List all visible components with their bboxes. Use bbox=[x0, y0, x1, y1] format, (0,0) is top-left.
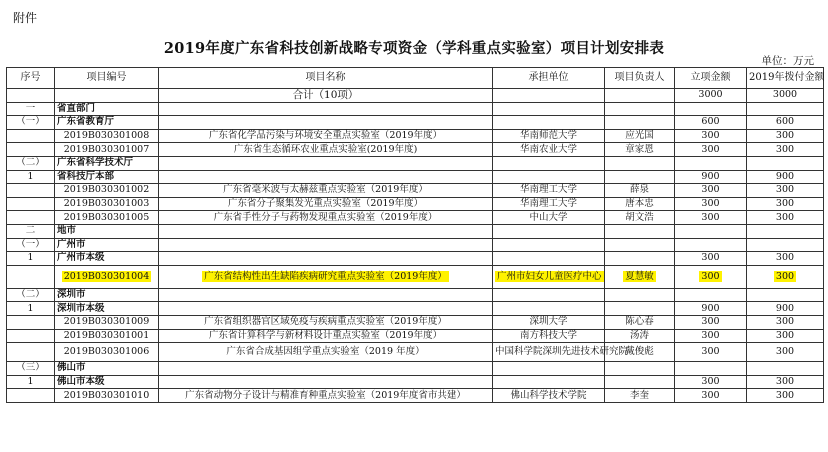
cell-leader-text: 李奎 bbox=[629, 389, 649, 401]
cell-name bbox=[159, 197, 493, 211]
cell-code-text: 佛山市 bbox=[57, 362, 86, 374]
cell-approved bbox=[675, 156, 747, 170]
cell-code bbox=[55, 375, 159, 389]
cell-seq-text: 1 bbox=[27, 302, 34, 314]
cell-seq bbox=[7, 156, 55, 170]
cell-code-text: 深圳市本级 bbox=[57, 302, 105, 314]
cell-seq bbox=[7, 211, 55, 225]
cell-unit bbox=[493, 129, 605, 143]
cell-name bbox=[159, 116, 493, 130]
cell-paid-text: 900 bbox=[775, 302, 795, 314]
cell-name-text: 广东省手性分子与药物发现重点实验室（2019年度） bbox=[213, 211, 438, 223]
cell-approved bbox=[675, 238, 747, 252]
cell-code-text: 2019B030301002 bbox=[63, 184, 150, 196]
cell-unit bbox=[493, 156, 605, 170]
cell-paid bbox=[747, 156, 824, 170]
table-row bbox=[7, 116, 824, 130]
cell-leader bbox=[605, 389, 675, 403]
cell-code bbox=[55, 302, 159, 316]
cell-seq bbox=[7, 315, 55, 329]
cell-approved-text: 300 bbox=[701, 375, 720, 387]
cell-seq-text: （一） bbox=[16, 238, 45, 250]
cell-seq-text: （三） bbox=[16, 362, 45, 374]
cell-paid bbox=[747, 116, 824, 130]
cell-unit bbox=[493, 288, 605, 302]
cell-code-text: 地市 bbox=[57, 225, 77, 237]
cell-leader bbox=[605, 362, 675, 376]
cell-paid-text: 300 bbox=[775, 329, 795, 341]
cell-paid bbox=[747, 224, 824, 238]
cell-code bbox=[55, 224, 159, 238]
cell-leader-text: 陈心春 bbox=[625, 316, 654, 328]
header-unit: 承担单位 bbox=[493, 68, 605, 89]
cell-approved bbox=[675, 329, 747, 343]
cell-paid bbox=[747, 362, 824, 376]
cell-paid bbox=[747, 197, 824, 211]
cell-name-text: 广东省毫米波与太赫兹重点实验室（2019年度） bbox=[223, 184, 428, 196]
cell-code bbox=[55, 238, 159, 252]
cell-approved-text: 300 bbox=[701, 198, 720, 210]
table-row bbox=[7, 252, 824, 266]
table-row bbox=[7, 343, 824, 362]
table-row bbox=[7, 102, 824, 116]
cell-unit-text: 华南理工大学 bbox=[519, 198, 577, 210]
cell-paid bbox=[747, 265, 824, 288]
cell-leader bbox=[605, 170, 675, 184]
cell-code bbox=[55, 252, 159, 266]
cell-unit bbox=[493, 224, 605, 238]
cell-leader bbox=[605, 252, 675, 266]
cell-code-text: 广东省科学技术厅 bbox=[57, 157, 134, 169]
table-row bbox=[7, 362, 824, 376]
cell-paid-text: 600 bbox=[775, 116, 795, 128]
table-row bbox=[7, 211, 824, 225]
table-row bbox=[7, 238, 824, 252]
cell-name-text: 广东省计算科学与新材料设计重点实验室（2019年度） bbox=[208, 329, 443, 341]
cell-seq bbox=[7, 375, 55, 389]
cell-paid bbox=[747, 288, 824, 302]
cell-code-text: 2019B030301010 bbox=[63, 389, 150, 401]
cell-code-text: 广州市本级 bbox=[57, 252, 105, 264]
cell-paid-text: 300 bbox=[775, 270, 795, 282]
table-row bbox=[7, 389, 824, 403]
cell-name bbox=[159, 302, 493, 316]
cell-approved-text: 300 bbox=[701, 184, 720, 196]
cell-unit bbox=[493, 302, 605, 316]
cell-unit bbox=[493, 170, 605, 184]
cell-seq bbox=[7, 343, 55, 362]
cell-leader bbox=[605, 156, 675, 170]
table-row bbox=[7, 224, 824, 238]
cell-name bbox=[159, 343, 493, 362]
cell-name bbox=[159, 265, 493, 288]
cell-approved bbox=[675, 211, 747, 225]
total-paid: 3000 bbox=[747, 89, 824, 103]
cell-name-text: 广东省生态循环农业重点实验室(2019年度) bbox=[233, 143, 418, 155]
cell-seq-text: 一 bbox=[25, 102, 36, 114]
cell-approved bbox=[675, 389, 747, 403]
cell-approved bbox=[675, 315, 747, 329]
cell-code bbox=[55, 116, 159, 130]
cell-paid bbox=[747, 302, 824, 316]
cell-paid-text: 300 bbox=[775, 198, 795, 210]
table-row bbox=[7, 156, 824, 170]
cell-code bbox=[55, 197, 159, 211]
cell-approved bbox=[675, 143, 747, 157]
cell-paid bbox=[747, 211, 824, 225]
table-row bbox=[7, 315, 824, 329]
cell-paid bbox=[747, 375, 824, 389]
cell-code bbox=[55, 129, 159, 143]
cell-paid-text: 300 bbox=[775, 346, 795, 358]
cell-seq bbox=[7, 184, 55, 198]
total-approved: 3000 bbox=[675, 89, 747, 103]
cell-seq bbox=[7, 362, 55, 376]
cell-approved bbox=[675, 375, 747, 389]
cell-approved-text: 300 bbox=[701, 346, 720, 358]
cell-name-text: 广东省分子聚集发光重点实验室（2019年度） bbox=[227, 198, 424, 210]
cell-approved-text: 300 bbox=[701, 316, 720, 328]
cell-unit bbox=[493, 389, 605, 403]
cell-leader-text: 戴俊彪 bbox=[625, 346, 654, 358]
unit-label: 单位：万元 bbox=[761, 55, 814, 67]
cell-leader bbox=[605, 265, 675, 288]
header-paid: 2019年拨付金额 bbox=[747, 68, 824, 89]
cell-name-text: 广东省化学品污染与环境安全重点实验室（2019年度） bbox=[208, 130, 443, 142]
cell-approved bbox=[675, 343, 747, 362]
cell-leader-text: 薛泉 bbox=[629, 184, 649, 196]
cell-name-text: 广东省合成基因组学重点实验室（2019 年度） bbox=[226, 346, 425, 358]
cell-paid bbox=[747, 143, 824, 157]
cell-unit bbox=[493, 238, 605, 252]
cell-leader-text: 应光国 bbox=[625, 130, 654, 142]
cell-approved-text: 300 bbox=[701, 329, 720, 341]
cell-name bbox=[159, 288, 493, 302]
cell-leader-text: 唐本忠 bbox=[625, 198, 654, 210]
cell-unit bbox=[493, 116, 605, 130]
cell-approved-text: 300 bbox=[701, 143, 720, 155]
cell-approved bbox=[675, 252, 747, 266]
cell-seq bbox=[7, 265, 55, 288]
table-row bbox=[7, 170, 824, 184]
cell-leader bbox=[605, 129, 675, 143]
cell-seq bbox=[7, 143, 55, 157]
cell-seq bbox=[7, 197, 55, 211]
cell-unit-text: 佛山科学技术学院 bbox=[510, 389, 587, 401]
cell-code bbox=[55, 329, 159, 343]
cell-paid-text: 900 bbox=[775, 170, 795, 182]
cell-unit-text: 南方科技大学 bbox=[519, 329, 577, 341]
cell-unit bbox=[493, 375, 605, 389]
document-title: 2019年度广东省科技创新战略专项资金（学科重点实验室）项目计划安排表 bbox=[163, 40, 665, 57]
cell-seq bbox=[7, 302, 55, 316]
total-row bbox=[7, 89, 824, 103]
cell-unit-text: 深圳大学 bbox=[529, 316, 568, 328]
cell-seq-text: （一） bbox=[16, 116, 45, 128]
cell-paid-text: 300 bbox=[775, 130, 795, 142]
cell-approved-text: 300 bbox=[701, 252, 720, 264]
cell-approved bbox=[675, 184, 747, 198]
cell-code bbox=[55, 211, 159, 225]
cell-leader-text: 夏慧敏 bbox=[625, 270, 654, 282]
table-row bbox=[7, 197, 824, 211]
cell-name bbox=[159, 329, 493, 343]
cell-seq-text: 二 bbox=[25, 225, 36, 237]
cell-seq bbox=[7, 129, 55, 143]
cell-paid bbox=[747, 129, 824, 143]
cell-paid bbox=[747, 252, 824, 266]
cell-paid bbox=[747, 170, 824, 184]
cell-unit bbox=[493, 252, 605, 266]
header-leader: 项目负责人 bbox=[605, 68, 675, 89]
cell-code-text: 2019B030301005 bbox=[63, 211, 150, 223]
cell-unit-text: 华南理工大学 bbox=[519, 184, 577, 196]
cell-seq bbox=[7, 224, 55, 238]
cell-unit bbox=[493, 362, 605, 376]
cell-seq bbox=[7, 288, 55, 302]
cell-unit-text: 华南农业大学 bbox=[519, 143, 577, 155]
cell-unit-text: 华南师范大学 bbox=[519, 130, 577, 142]
cell-leader bbox=[605, 102, 675, 116]
cell-name bbox=[159, 184, 493, 198]
cell-leader bbox=[605, 224, 675, 238]
project-table bbox=[6, 67, 824, 403]
cell-approved-text: 300 bbox=[701, 211, 720, 223]
cell-code-text: 2019B030301007 bbox=[63, 143, 150, 155]
cell-leader bbox=[605, 375, 675, 389]
total-label: 合计（10项） bbox=[159, 89, 493, 103]
cell-code-text: 2019B030301001 bbox=[63, 329, 150, 341]
header-row bbox=[7, 68, 824, 89]
cell-code bbox=[55, 315, 159, 329]
table-row bbox=[7, 129, 824, 143]
table-row bbox=[7, 302, 824, 316]
cell-code-text: 佛山市本级 bbox=[57, 375, 105, 387]
cell-paid bbox=[747, 184, 824, 198]
cell-paid-text: 300 bbox=[775, 389, 795, 401]
cell-name bbox=[159, 315, 493, 329]
cell-seq-text: 1 bbox=[27, 252, 34, 264]
cell-code bbox=[55, 156, 159, 170]
cell-name bbox=[159, 252, 493, 266]
cell-paid bbox=[747, 343, 824, 362]
cell-code bbox=[55, 143, 159, 157]
cell-approved-text: 900 bbox=[701, 170, 720, 182]
cell-paid bbox=[747, 389, 824, 403]
cell-paid bbox=[747, 102, 824, 116]
cell-unit-text: 广州市妇女儿童医疗中心 bbox=[497, 270, 602, 282]
cell-seq bbox=[7, 252, 55, 266]
cell-seq-text: （二） bbox=[16, 289, 45, 301]
cell-unit bbox=[493, 197, 605, 211]
cell-code-text: 广州市 bbox=[57, 238, 86, 250]
cell-seq bbox=[7, 102, 55, 116]
cell-code bbox=[55, 362, 159, 376]
cell-approved bbox=[675, 116, 747, 130]
header-code: 项目编号 bbox=[55, 68, 159, 89]
cell-code-text: 2019B030301009 bbox=[63, 316, 150, 328]
cell-name bbox=[159, 129, 493, 143]
cell-unit-text: 中山大学 bbox=[529, 211, 568, 223]
cell-paid-text: 300 bbox=[775, 316, 795, 328]
cell-code-text: 省科技厅本部 bbox=[57, 170, 115, 182]
cell-code-text: 2019B030301006 bbox=[63, 346, 150, 358]
cell-unit bbox=[493, 211, 605, 225]
cell-leader bbox=[605, 288, 675, 302]
cell-leader bbox=[605, 143, 675, 157]
cell-paid-text: 300 bbox=[775, 252, 795, 264]
cell-seq-text: 1 bbox=[27, 375, 34, 387]
cell-name bbox=[159, 375, 493, 389]
cell-approved-text: 600 bbox=[701, 116, 720, 128]
cell-approved bbox=[675, 102, 747, 116]
cell-approved-text: 900 bbox=[701, 302, 720, 314]
cell-leader bbox=[605, 116, 675, 130]
cell-seq bbox=[7, 389, 55, 403]
cell-name bbox=[159, 389, 493, 403]
cell-unit bbox=[493, 315, 605, 329]
cell-unit bbox=[493, 265, 605, 288]
cell-code bbox=[55, 102, 159, 116]
cell-seq bbox=[7, 329, 55, 343]
cell-code-text: 广东省教育厅 bbox=[57, 116, 115, 128]
cell-unit bbox=[493, 329, 605, 343]
cell-leader-text: 胡文浩 bbox=[625, 211, 654, 223]
cell-code-text: 2019B030301008 bbox=[63, 130, 150, 142]
table-row bbox=[7, 143, 824, 157]
cell-name bbox=[159, 362, 493, 376]
cell-leader-text: 汤涛 bbox=[629, 329, 649, 341]
cell-unit-text: 中国科学院深圳先进技术研究院 bbox=[495, 346, 629, 358]
header-approved: 立项金额 bbox=[675, 68, 747, 89]
cell-approved bbox=[675, 362, 747, 376]
cell-seq-text: 1 bbox=[27, 170, 34, 182]
cell-paid-text: 300 bbox=[775, 375, 795, 387]
cell-seq-text: （二） bbox=[16, 157, 45, 169]
table-row bbox=[7, 375, 824, 389]
cell-seq bbox=[7, 238, 55, 252]
cell-approved bbox=[675, 288, 747, 302]
cell-name bbox=[159, 170, 493, 184]
cell-approved-text: 300 bbox=[701, 270, 720, 282]
cell-approved-text: 300 bbox=[701, 389, 720, 401]
cell-unit bbox=[493, 143, 605, 157]
cell-unit bbox=[493, 102, 605, 116]
cell-code bbox=[55, 389, 159, 403]
table-row bbox=[7, 184, 824, 198]
cell-code bbox=[55, 265, 159, 288]
cell-leader bbox=[605, 315, 675, 329]
cell-code bbox=[55, 170, 159, 184]
cell-paid-text: 300 bbox=[775, 211, 795, 223]
table-row bbox=[7, 329, 824, 343]
table-row bbox=[7, 265, 824, 288]
cell-name-text: 广东省结构性出生缺陷疾病研究重点实验室（2019年度） bbox=[204, 270, 447, 282]
cell-code bbox=[55, 343, 159, 362]
cell-leader bbox=[605, 197, 675, 211]
cell-code-text: 省直部门 bbox=[57, 102, 96, 114]
cell-name-text: 广东省组织器官区域免疫与疾病重点实验室（2019年度） bbox=[204, 316, 447, 328]
cell-name bbox=[159, 211, 493, 225]
cell-paid bbox=[747, 315, 824, 329]
cell-code-text: 2019B030301003 bbox=[63, 198, 150, 210]
cell-name bbox=[159, 143, 493, 157]
cell-seq bbox=[7, 170, 55, 184]
cell-seq bbox=[7, 116, 55, 130]
cell-paid bbox=[747, 329, 824, 343]
cell-code bbox=[55, 184, 159, 198]
cell-leader bbox=[605, 184, 675, 198]
cell-paid-text: 300 bbox=[775, 184, 795, 196]
cell-paid bbox=[747, 238, 824, 252]
cell-approved bbox=[675, 129, 747, 143]
attachment-label: 附件 bbox=[13, 11, 38, 25]
cell-leader-text: 章家恩 bbox=[625, 143, 654, 155]
cell-leader bbox=[605, 329, 675, 343]
cell-name bbox=[159, 238, 493, 252]
cell-name bbox=[159, 224, 493, 238]
cell-unit bbox=[493, 184, 605, 198]
cell-leader bbox=[605, 211, 675, 225]
cell-unit bbox=[493, 343, 629, 362]
header-seq: 序号 bbox=[7, 68, 55, 89]
table-row bbox=[7, 288, 824, 302]
cell-approved bbox=[675, 265, 747, 288]
cell-approved bbox=[675, 302, 747, 316]
cell-leader bbox=[605, 238, 675, 252]
cell-approved bbox=[675, 170, 747, 184]
cell-approved bbox=[675, 197, 747, 211]
cell-paid-text: 300 bbox=[775, 143, 795, 155]
cell-leader bbox=[605, 302, 675, 316]
cell-name bbox=[159, 156, 493, 170]
cell-name-text: 广东省动物分子设计与精准育种重点实验室（2019年度省市共建） bbox=[185, 389, 466, 401]
cell-approved bbox=[675, 224, 747, 238]
cell-code-text: 2019B030301004 bbox=[63, 270, 150, 282]
cell-approved-text: 300 bbox=[701, 130, 720, 142]
header-name: 项目名称 bbox=[159, 68, 493, 89]
cell-code-text: 深圳市 bbox=[57, 289, 86, 301]
cell-name bbox=[159, 102, 493, 116]
cell-code bbox=[55, 288, 159, 302]
